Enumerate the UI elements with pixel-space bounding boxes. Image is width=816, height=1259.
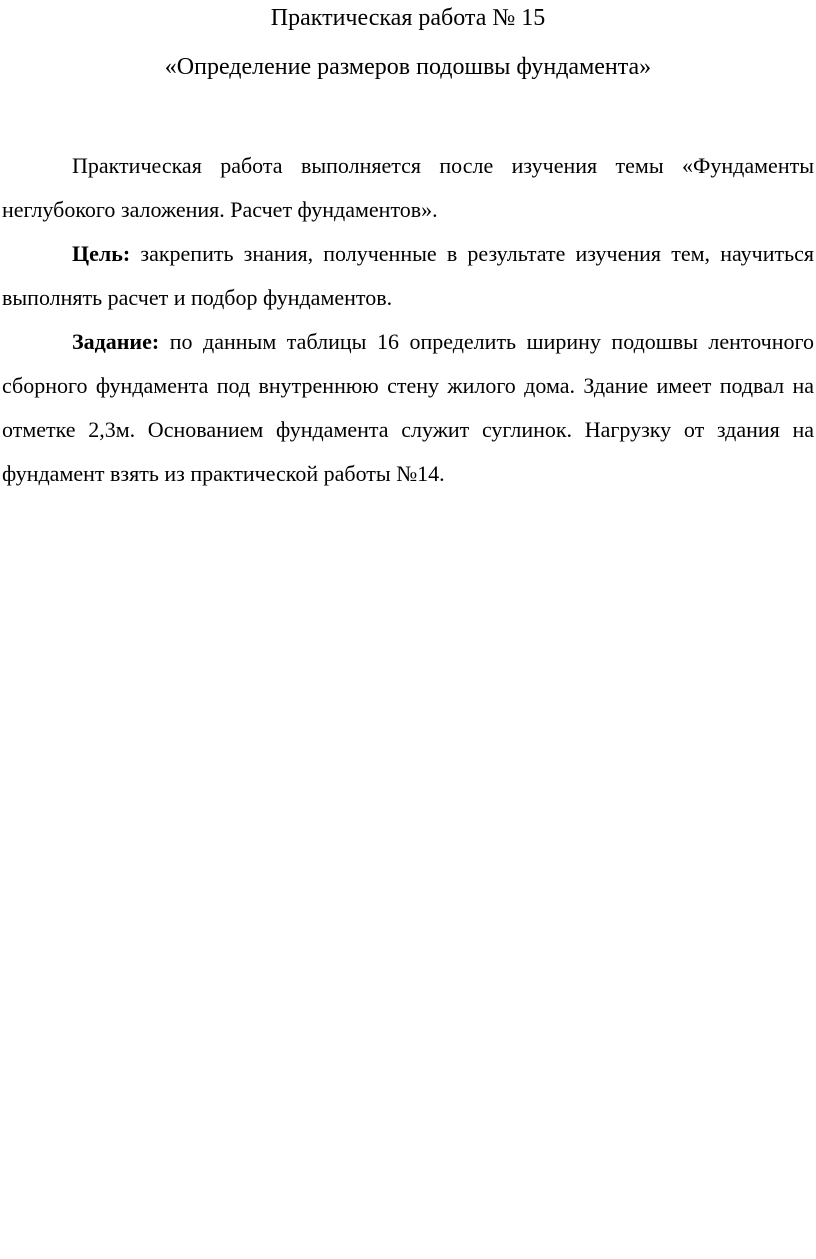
intro-text: Практическая работа выполняется после изучения темы «Фундаменты неглубокого заложения. Расчет фундаментов». xyxy=(2,153,814,222)
title-line-topic: «Определение размеров подошвы фундамента» xyxy=(164,54,652,80)
goal-paragraph xyxy=(2,232,814,320)
task-paragraph xyxy=(2,320,814,496)
goal-text: закрепить знания, полученные в результате изучения тем, научиться выполнять расчет и подбор фундаментов. xyxy=(2,241,814,310)
title-line-number: Практическая работа № 15 xyxy=(270,5,546,31)
intro-paragraph xyxy=(2,144,814,232)
task-text: по данным таблицы 16 определить ширину подошвы ленточного сборного фундамента под внутреннюю стену жилого дома. Здание имеет подвал на отметке 2,3м. Основанием фундамента служит суглинок. Нагрузку от здания на фундамент взять из практической работы №14. xyxy=(2,329,814,486)
document-body xyxy=(2,144,814,496)
goal-label: Цель: xyxy=(72,241,131,266)
task-label: Задание: xyxy=(72,329,160,354)
